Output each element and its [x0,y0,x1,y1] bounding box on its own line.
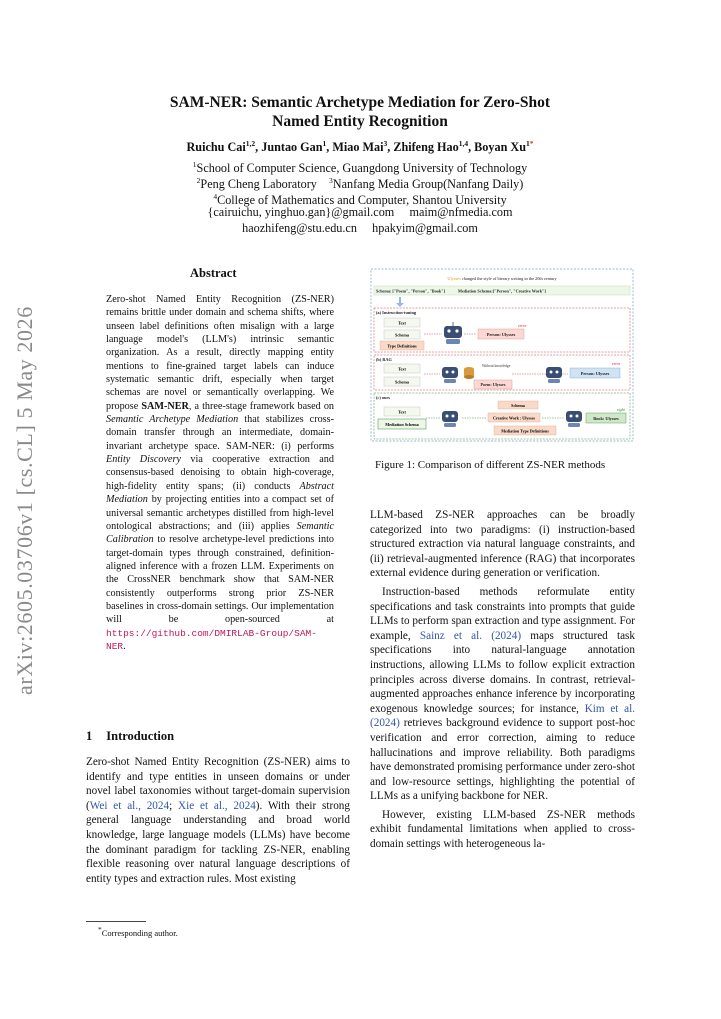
panel-rag [374,355,630,390]
panel-instruction-tuning [374,308,630,352]
email-line-2: haozhifeng@stu.edu.cn hpakyim@gmail.com [242,221,478,235]
author-name: Zhifeng Hao [393,140,459,155]
footnote-rule [86,921,146,922]
affiliation-1: $^1$School of Computer Science, Guangdong University of Technology [192,160,528,176]
citation-year-link[interactable]: (2024) [370,717,400,730]
svg-text:Person: Ulysses: Person: Ulysses [580,370,610,376]
panel-ours [374,393,630,439]
svg-text:(c) ours: (c) ours [376,395,390,400]
author-affiliation-mark: 1,4 [458,139,469,148]
author-name: Miao Mai [332,140,384,155]
email-line-1: {cairuichu, yinghuo.gan}@gmail.com maim@nfmedia.com [207,205,513,219]
abstract-text: Zero-shot Named Entity Recognition (ZS-NER) remains brittle under domain and schema shifts, where unseen label definitions often misalign with a large language model's (LLM's) intrinsic semantic organization. As a result, directly mapping entity mentions to fine-grained target labels can induce systematic semantic drift, especially when target schemas are novel or semantically overlapping. We propose SAM-NER, a three-stage framework based on Semantic Archetype Mediation that stabilizes cross-domain transfer through an intermediate, domain-invariant archetype space. SAM-NER: (i) performs Entity Discovery via cooperative extraction and consensus-based denoising to obtain high-coverage, high-fidelity entity spans; (ii) conducts Abstract Mediation by projecting entities into a compact set of universal semantic archetypes distilled from high-level ontological abstractions; and (iii) applies Semantic Calibration to resolve archetype-level predictions into target-domain types through constrained, definition-aligned inference with a frozen LLM. Experiments on the CrossNER benchmark show that SAM-NER consistently outperforms strong prior ZS-NER baselines in cross-domain settings. Our implementation will be open-sourced at https://github.com/DMIRLAB-Group/SAM-NER. [106,294,335,652]
figure-1-diagram [370,268,634,442]
svg-text:Text: Text [398,409,406,415]
author-affiliation-mark: 1 [525,139,530,148]
svg-text:Without knowledge: Without knowledge [482,364,511,368]
arxiv-identifier: arXiv:2605.03706v1 [cs.CL] 5 May 2026 [12,306,37,695]
svg-text:Text: Text [398,366,406,372]
abstract-heading: Abstract [190,266,237,280]
citation-link[interactable]: Xie et al., 2024 [178,799,256,812]
citation-year-link[interactable]: (2024) [491,629,522,642]
introduction-paragraph-4: However, existing LLM-based ZS-NER methods exhibit fundamental limitations when applied to cross-domain settings with heterogeneous la- [370,808,635,851]
svg-text:Schema: Schema [395,379,409,385]
svg-text:Schema: Schema [511,402,525,408]
paper-title [90,93,630,131]
robot-icon [442,411,458,427]
robot-icon [566,411,582,427]
svg-text:(b) RAG: (b) RAG [376,357,392,362]
error-mark: error [518,323,527,328]
svg-text:Mediation Schema:["Person", "C: Mediation Schema:["Person", "Creative Work"] [458,288,546,294]
svg-text:Text: Text [398,320,406,326]
svg-text:Creative Work : Ulysses: Creative Work : Ulysses [492,415,536,421]
figure-1-caption: Figure 1: Comparison of different ZS-NER methods [375,459,606,471]
code-repository-link[interactable]: https://github.com/DMIRLAB-Group/SAM-NER [106,627,317,652]
author-affiliation-mark: 3 [383,139,388,148]
author-list: Ruichu Cai$^{1,2}$, Juntao Gan$^1$, Miao Mai$^3$, Zhifeng Hao$^{1,4}$, Boyan $Xu^{1*}$ [186,139,534,155]
svg-text:Ulysses changed the style of l: Ulysses changed the style of literary writing in the 20th century [447,276,557,281]
citation-link[interactable]: Kim et al. [584,702,635,715]
title-line-2: Named Entity Recognition [272,113,448,130]
svg-text:Poem: Ulysses: Poem: Ulysses [480,382,506,388]
svg-text:Schema: ["Poem", "Person", "Bo: Schema: ["Poem", "Person", "Book"] [376,288,445,294]
author-affiliation-mark: 1,2 [245,139,256,148]
error-mark: error [612,361,621,366]
title-line-1: SAM-NER: Semantic Archetype Mediation for Zero-Shot [169,94,551,111]
svg-text:Book: Ulysses: Book: Ulysses [593,415,619,421]
affiliation-4: $^4$College of Mathematics and Computer, Shantou University [213,192,507,208]
introduction-paragraph-3: Instruction-based methods reformulate entity specifications and task constraints into prompts that guide LLMs to perform span extraction and type assignment. For example, Sainz et al. (2024) maps structured task specifications into natural-language annotation instructions, allowing LLMs to follow explicit extraction principles across diverse domains. In contrast, retrieval-augmented approaches enhance inference by incorporating exogenous knowledge sources; for instance, Kim et al. (2024) retrieves background evidence to support post-hoc verification and error correction, aiming to reduce hallucinations and improve reliability. Both paradigms have demonstrated promising performance under zero-shot and low-resource settings, highlighting the potential of LLMs as a unifying backbone for NER. [370,585,635,803]
author-name: Juntao Gan [261,140,323,155]
schema-line [374,286,630,295]
svg-text:Person: Ulysses: Person: Ulysses [486,331,516,337]
right-mark: right [617,407,625,412]
robot-icon [546,367,562,383]
author-affiliation-mark: 1 [322,139,327,148]
svg-text:Mediation Schema: Mediation Schema [385,421,419,427]
database-icon [464,367,474,379]
introduction-paragraph-2: LLM-based ZS-NER approaches can be broadly categorized into two paradigms: (i) instruction-based structured extraction via natural language constraints, and (ii) retrieval-augmented inference (RAG) that incorporates external evidence during generation or verification. [370,509,635,580]
down-arrow-icon [396,297,404,307]
author-name: Boyan Xu [474,140,526,155]
input-sentence [410,273,594,282]
footnote: *Corresponding author. [98,925,178,938]
section-heading-introduction: 1 Introduction [86,729,175,743]
author-name: Ruichu Cai [186,140,246,155]
svg-text:(a) Instruction-tuning: (a) Instruction-tuning [376,310,416,315]
robot-icon [444,322,462,344]
introduction-paragraph-1: Zero-shot Named Entity Recognition (ZS-NER) aims to identify and type entities in unseen domains or under novel label taxonomies without target-domain supervision (Wei et al., 2024; Xie et al., 2024). With their strong general language understanding and broad world knowledge, large language models (LLMs) have become the dominant paradigm for tackling ZS-NER, enabling flexible reasoning over natural language descriptions of entity types and extraction rules. Most existing [86,756,350,885]
corresponding-author-mark: * [529,139,534,148]
introduction-right-column [370,508,635,852]
citation-link[interactable]: Sainz et al. [419,629,483,642]
svg-text:Type Definitions: Type Definitions [387,343,417,349]
affiliation-2-3: $^2$Peng Cheng Laboratory $^3$Nanfang Media Group(Nanfang Daily) [196,176,524,192]
citation-link[interactable]: Wei et al., 2024 [89,799,170,812]
robot-icon [442,367,458,383]
svg-text:Mediation Type Definitions: Mediation Type Definitions [501,428,549,434]
svg-text:Schema: Schema [395,332,409,338]
